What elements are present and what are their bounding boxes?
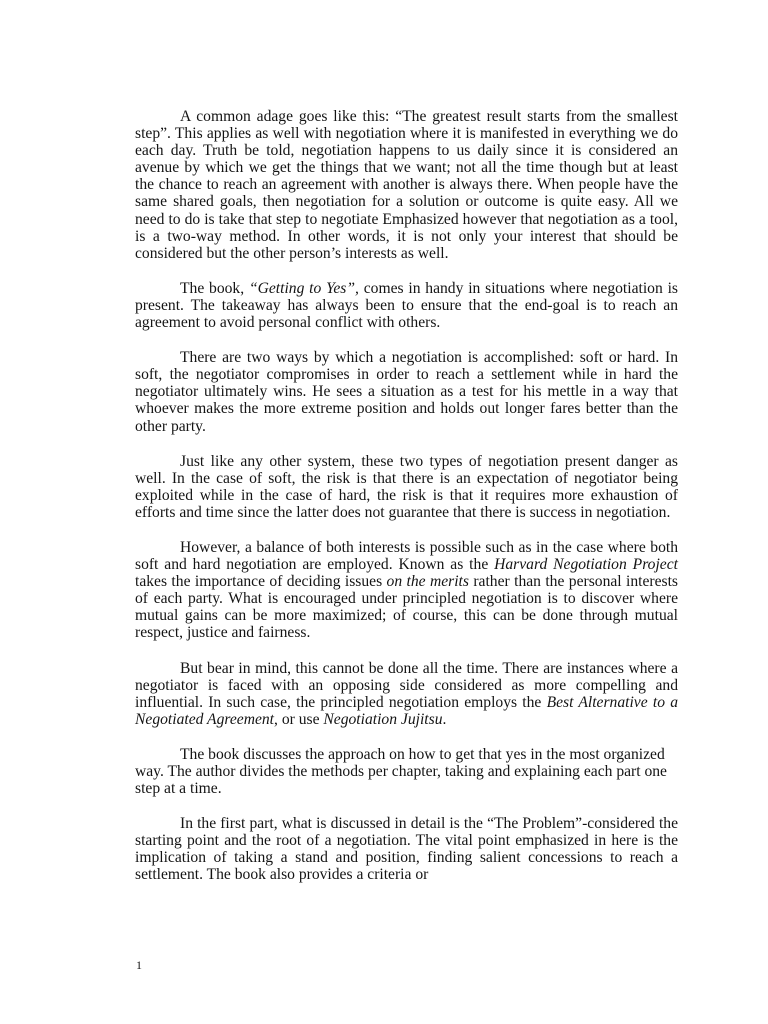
italic-text: on the merits (386, 573, 469, 591)
text-run: Just like any other system, these two types of negotiation present danger as well. In the case of soft, the risk is that there is an expectation of negotiator being exploited while in the case of hard, the risk is that it requires more exhaustion of efforts and time since the latter does not guarantee that there is success in negotiation. (135, 452, 678, 521)
italic-text: Harvard Negotiation Project (494, 556, 678, 574)
italic-text: Best Alternative to a Negotiated Agreement (135, 693, 679, 728)
text-run: However, a balance of both interests is possible such as in the case where both soft and hard negotiation are employed. Known as the (135, 538, 678, 574)
text-run: The book discusses the approach on how to get that yes in the most organized way. The author divides the methods per chapter, taking and explaining each part one step at a time. (135, 745, 667, 798)
paragraph-7 (135, 746, 678, 797)
text-run: takes the importance of deciding issues (135, 573, 387, 591)
paragraph-4 (135, 453, 678, 521)
document-body (135, 108, 678, 902)
text-run: In the first part, what is discussed in detail is the “The Problem”-considered the starting point and the root of a negotiation. The vital point emphasized in here is the implication of taking a stand and position, finding salient concessions to reach a settlement. The book also provides a criteria or (135, 815, 678, 884)
text-run: , or use (274, 710, 324, 728)
paragraph-8 (135, 815, 678, 883)
page-number: 1 (136, 958, 142, 972)
paragraph-5 (135, 539, 678, 642)
text-run: . (442, 710, 447, 728)
text-run: The book, (180, 279, 249, 297)
italic-text: “Getting to Yes”, (248, 279, 359, 297)
paragraph-6 (135, 660, 678, 728)
text-run: rather than the personal interests of each party. What is encouraged under principled negotiation is to discover where mutual gains can be more maximized; of course, this can be done through mutual respect, justice and fairness. (135, 573, 678, 642)
text-run: A common adage goes like this: “The greatest result starts from the smallest step”. This applies as well with negotiation where it is manifested in everything we do each day. Truth be told, negotiation happens to us daily since it is considered an avenue by which we get the things that we want; not all the time though but at least the chance to reach an agreement with another is always there. When people have the same shared goals, then negotiation for a solution or outcome is quite easy. All we need to do is take that step to negotiate Emphasized however that negotiation as a tool, is a two-way method. In other words, it is not only your interest that should be considered but the other person’s interests as well. (135, 108, 678, 262)
paragraph-1 (135, 108, 678, 262)
text-run: There are two ways by which a negotiation is accomplished: soft or hard. In soft, the negotiator compromises in order to reach a settlement while in hard the negotiator ultimately wins. He sees a situation as a test for his mettle in a way that whoever makes the more extreme position and holds out longer fares better than the other party. (135, 349, 678, 435)
italic-text: Negotiation Jujitsu (323, 710, 443, 728)
text-run: comes in handy in situations where negotiation is present. The takeaway has always been to ensure that the end-goal is to reach an agreement to avoid personal conflict with others. (135, 279, 678, 332)
paragraph-2 (135, 280, 678, 331)
text-run: But bear in mind, this cannot be done all the time. There are instances where a negotiator is faced with an opposing side considered as more compelling and influential. In such case, the principled negotiation employs the (135, 659, 678, 711)
paragraph-3 (135, 349, 678, 434)
